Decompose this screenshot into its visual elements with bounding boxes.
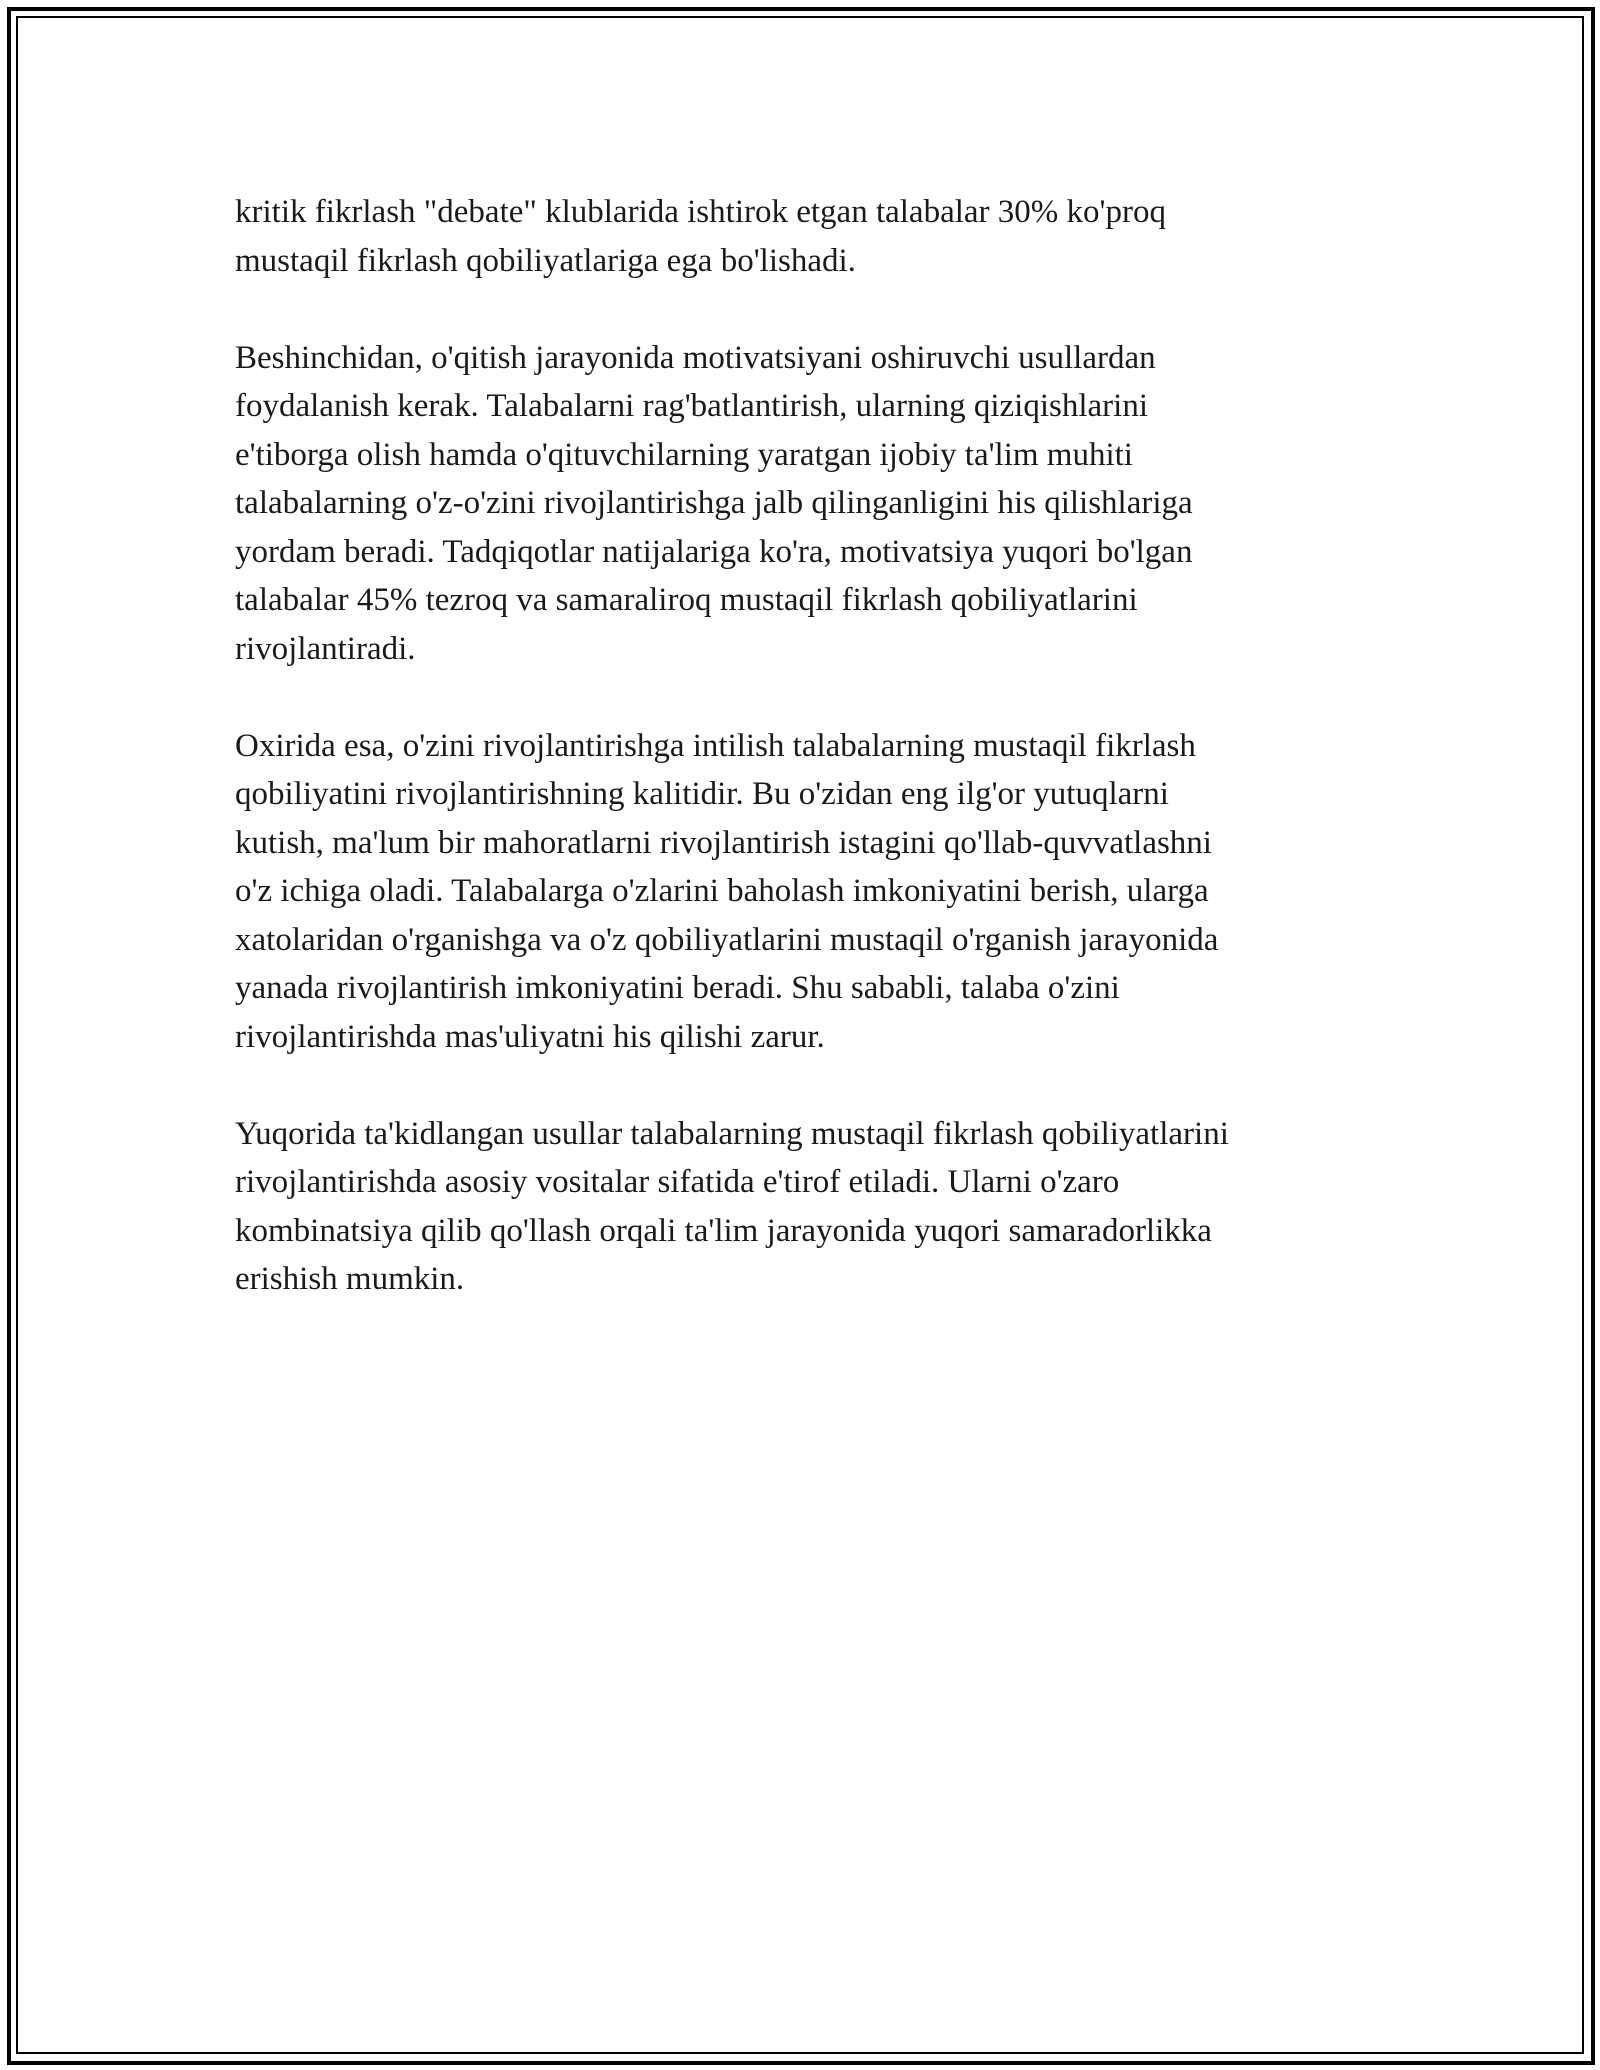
text-line: rivojlantirishda asosiy vositalar sifatida e'tirof etiladi. Ularni o'zaro xyxy=(235,1164,1120,1200)
paragraph-1 xyxy=(235,188,1365,285)
text-line: e'tiborga olish hamda o'qituvchilarning yaratgan ijobiy ta'lim muhiti xyxy=(235,436,1133,473)
text-line: o'z ichiga oladi. Talabalarga o'zlarini baholash imkoniyatini berish, ularga xyxy=(235,873,1209,909)
paragraph-2 xyxy=(235,334,1365,674)
text-line: kombinatsiya qilib qo'llash orqali ta'lim jarayonida yuqori samaradorlikka xyxy=(235,1212,1212,1249)
text-line: kritik fikrlash "debate" klublarida ishtirok etgan talabalar 30% ko'proq xyxy=(235,194,1166,230)
page-content xyxy=(235,188,1365,1352)
text-line: mustaqil fikrlash qobiliyatlariga ega bo'lishadi. xyxy=(235,242,856,279)
text-line: Oxirida esa, o'zini rivojlantirishga intilish talabalarning mustaqil fikrlash xyxy=(235,727,1196,764)
text-line: Beshinchidan, o'qitish jarayonida motivatsiyani oshiruvchi usullardan xyxy=(235,339,1156,376)
text-line: rivojlantirishda mas'uliyatni his qilishi zarur. xyxy=(235,1018,825,1055)
paragraph-4 xyxy=(235,1110,1365,1304)
paragraph-3 xyxy=(235,722,1365,1062)
text-line: kutish, ma'lum bir mahoratlarni rivojlantirish istagini qo'llab-quvvatlashni xyxy=(235,824,1212,861)
text-line: yordam beradi. Tadqiqotlar natijalariga ko'ra, motivatsiya yuqori bo'lgan xyxy=(235,533,1193,570)
text-line: rivojlantiradi. xyxy=(235,630,416,667)
text-line: foydalanish kerak. Talabalarni rag'batlantirish, ularning qiziqishlarini xyxy=(235,388,1148,424)
text-line: qobiliyatini rivojlantirishning kalitidir. Bu o'zidan eng ilg'or yutuqlarni xyxy=(235,776,1169,812)
text-line: xatolaridan o'rganishga va o'z qobiliyatlarini mustaqil o'rganish jarayonida xyxy=(235,921,1219,958)
text-line: talabalarning o'z-o'zini rivojlantirishga jalb qilinganligini his qilishlariga xyxy=(235,485,1193,521)
text-line: yanada rivojlantirish imkoniyatini beradi. Shu sababli, talaba o'zini xyxy=(235,970,1120,1006)
text-line: talabalar 45% tezroq va samaraliroq mustaqil fikrlash qobiliyatlarini xyxy=(235,582,1138,618)
text-line: Yuqorida ta'kidlangan usullar talabalarning mustaqil fikrlash qobiliyatlarini xyxy=(235,1115,1229,1152)
text-line: erishish mumkin. xyxy=(235,1261,465,1297)
